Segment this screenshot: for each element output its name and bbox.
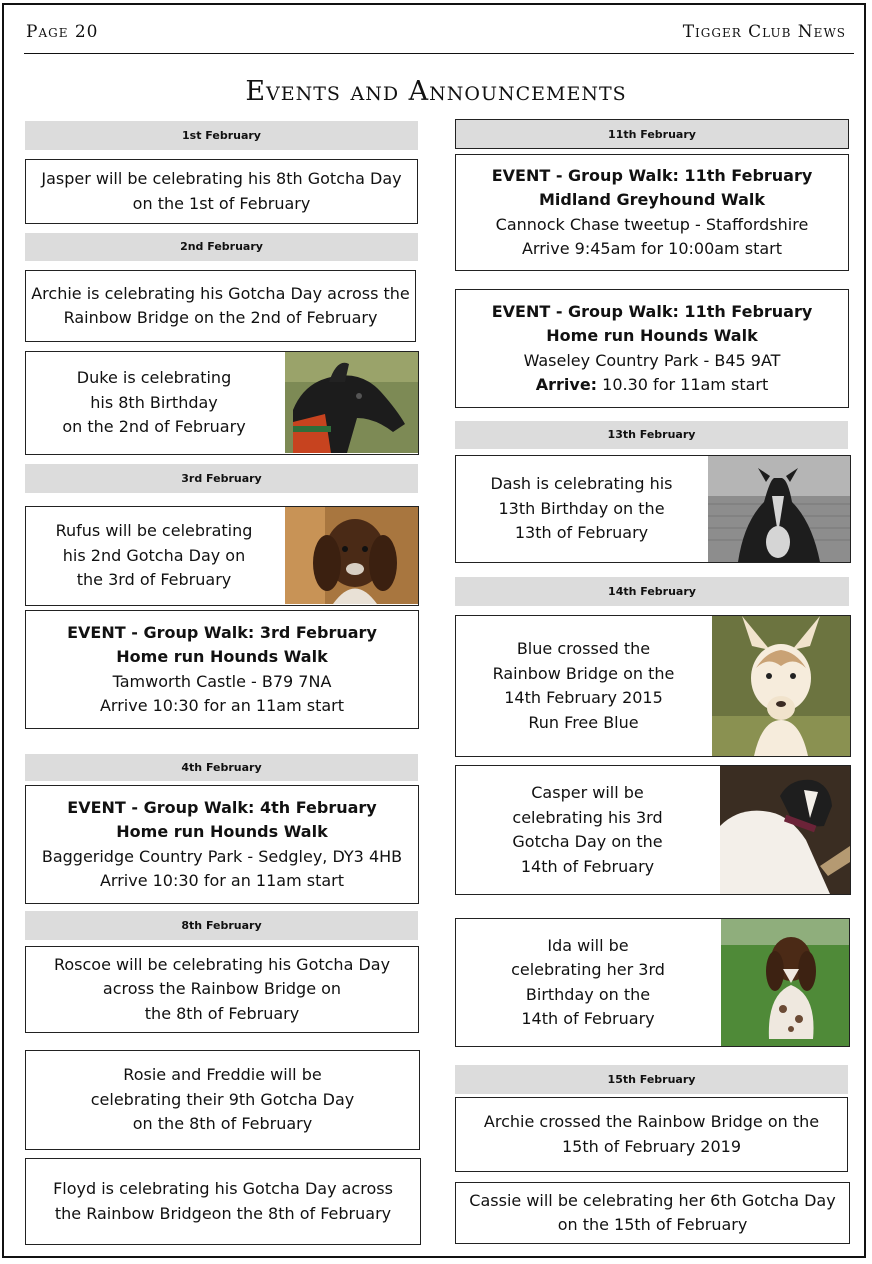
date-bar-13th-february: 13th February	[455, 421, 848, 449]
announcement-cassie: Cassie will be celebrating her 6th Gotcha Day on the 15th of February	[455, 1182, 850, 1244]
announcement-rufus: Rufus will be celebrating his 2nd Gotcha Day on the 3rd of February	[25, 506, 419, 606]
event-11th-february-home-run-walk: EVENT - Group Walk: 11th February Home run Hounds Walk Waseley Country Park - B45 9AT Arrive: 10.30 for 11am start	[455, 289, 849, 408]
event-3rd-february-group-walk: EVENT - Group Walk: 3rd February Home run Hounds Walk Tamworth Castle - B79 7NA Arrive 10:30 for an 11am start	[25, 610, 419, 729]
date-bar-1st-february: 1st February	[25, 121, 418, 150]
announcement-jasper: Jasper will be celebrating his 8th Gotcha Day on the 1st of February	[25, 159, 418, 224]
date-bar-14th-february: 14th February	[455, 577, 849, 606]
dash-greyhound-photo	[708, 456, 850, 562]
date-bar-8th-february: 8th February	[25, 911, 418, 940]
date-bar-11th-february: 11th February	[455, 119, 849, 149]
header-rule	[24, 53, 854, 54]
page-number: Page 20	[26, 22, 99, 42]
date-bar-2nd-february: 2nd February	[25, 233, 418, 261]
ida-spaniel-photo	[721, 919, 849, 1046]
blue-lurcher-photo	[712, 616, 850, 756]
date-bar-3rd-february: 3rd February	[25, 464, 418, 493]
announcement-dash: Dash is celebrating his 13th Birthday on the 13th of February	[455, 455, 851, 563]
publication-name: Tigger Club News	[682, 22, 846, 42]
announcement-duke: Duke is celebrating his 8th Birthday on the 2nd of February	[25, 351, 419, 455]
announcement-floyd: Floyd is celebrating his Gotcha Day across the Rainbow Bridgeon the 8th of February	[25, 1158, 421, 1245]
announcement-archie-15th: Archie crossed the Rainbow Bridge on the 15th of February 2019	[455, 1097, 848, 1172]
page-title: Events and Announcements	[245, 76, 627, 107]
announcement-blue: Blue crossed the Rainbow Bridge on the 14th February 2015 Run Free Blue	[455, 615, 851, 757]
date-bar-15th-february: 15th February	[455, 1065, 848, 1094]
announcement-archie: Archie is celebrating his Gotcha Day across the Rainbow Bridge on the 2nd of February	[25, 270, 416, 342]
event-4th-february-group-walk: EVENT - Group Walk: 4th February Home run Hounds Walk Baggeridge Country Park - Sedgley, DY3 4HB Arrive 10:30 for an 11am start	[25, 785, 419, 904]
announcement-roscoe: Roscoe will be celebrating his Gotcha Day across the Rainbow Bridge on the 8th of February	[25, 946, 419, 1033]
date-bar-4th-february: 4th February	[25, 754, 418, 781]
rufus-spaniel-photo	[285, 507, 418, 604]
duke-greyhound-photo	[285, 352, 418, 453]
announcement-casper: Casper will be celebrating his 3rd Gotcha Day on the 14th of February	[455, 765, 851, 895]
announcement-ida: Ida will be celebrating her 3rd Birthday on the 14th of February	[455, 918, 850, 1047]
announcement-rosie-freddie: Rosie and Freddie will be celebrating their 9th Gotcha Day on the 8th of February	[25, 1050, 420, 1150]
casper-greyhound-photo	[720, 766, 850, 894]
event-11th-february-midland-walk: EVENT - Group Walk: 11th February Midland Greyhound Walk Cannock Chase tweetup - Staffordshire Arrive 9:45am for 10:00am start	[455, 154, 849, 271]
